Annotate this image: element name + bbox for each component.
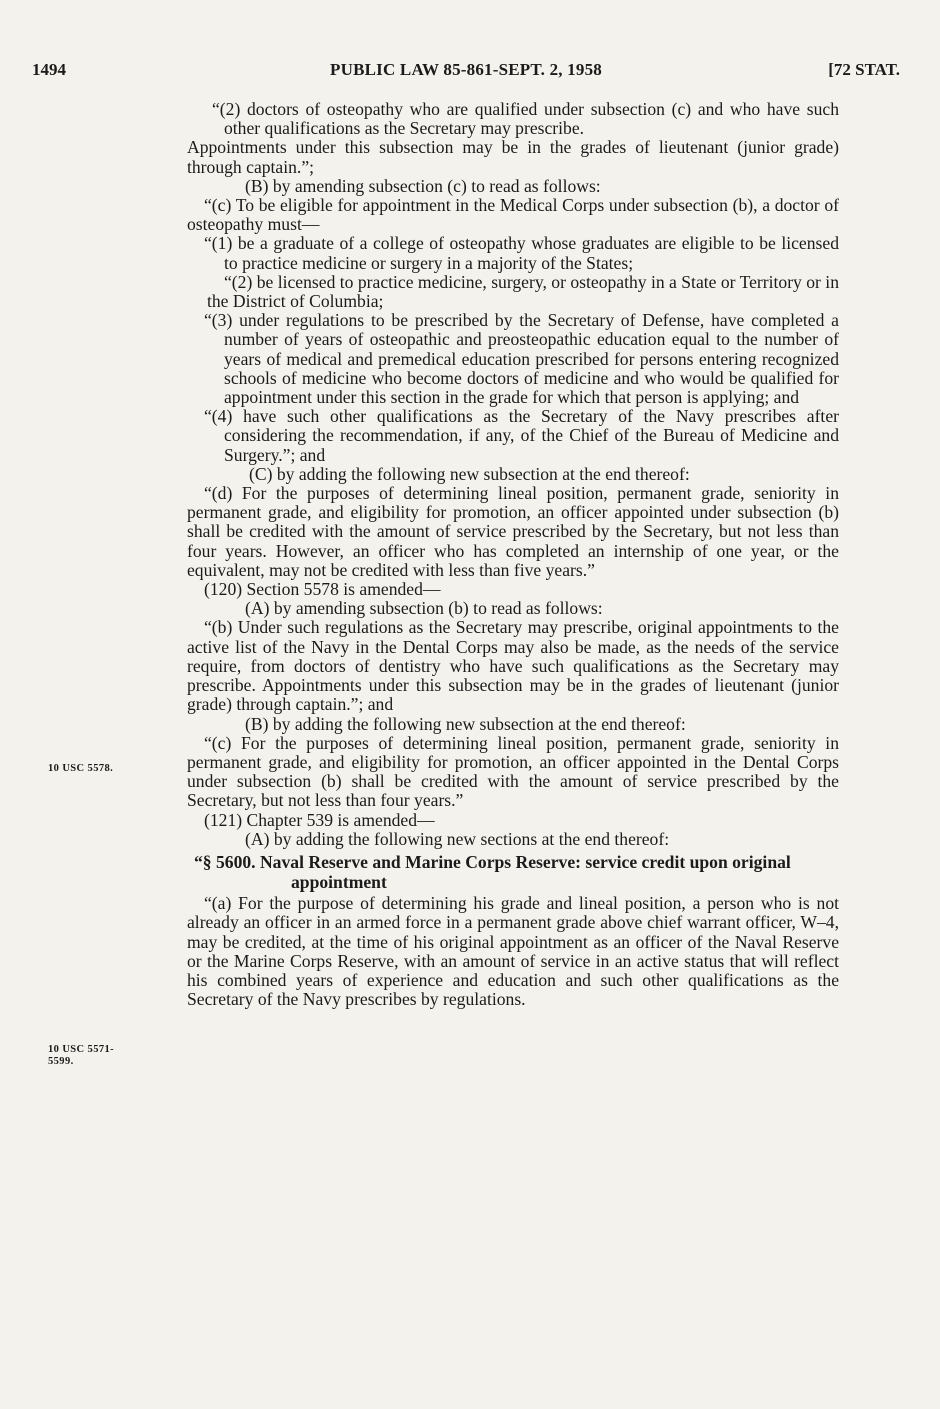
amend-c: (C) by adding the following new subsection at the end thereof: [249, 463, 690, 484]
subsection-d: “(d) For the purposes of determining lineal position, permanent grade, seniority in permanent grade, and eligibility for promotion, an officer appointed under subsection (b) shall be credited with the amount of service prescribed by the Secretary, but not less than four years. However, an officer who has completed an internship of one year, or the equivalent, may not be credited with less than five years.” [187, 483, 839, 580]
amend-121-a: (A) by adding the following new sections at the end thereof: [245, 828, 670, 849]
subsection-b-dental: “(b) Under such regulations as the Secretary may prescribe, original appointments to the active list of the Navy in the Dental Corps may also be made, as the needs of the service require, from doctors of dentistry who have such qualifications as the Secretary may prescribe. Appointments under this subsection may be in the grades of lieutenant (junior grade) through captain.”; and [187, 617, 839, 715]
requirement-4: “(4) have such other qualifications as the Secretary of the Navy prescribes after considering the recommendation, if any, of the Chief of the Bureau of Medicine and Surgery.”; and [204, 406, 839, 465]
subsection-c: “(c) To be eligible for appointment in the Medical Corps under subsection (b), a doctor of osteopathy must— [187, 195, 839, 235]
section-120: (120) Section 5578 is amended— [204, 579, 441, 600]
appointments-paragraph: Appointments under this subsection may be in the grades of lieutenant (junior grade) through captain.”; [187, 137, 839, 177]
margin-citation-5578: 10 USC 5578. [48, 763, 114, 774]
amend-b: (B) by amending subsection (c) to read as follows: [245, 175, 601, 196]
page-number: 1494 [32, 60, 66, 79]
clause-2-osteopathy: “(2) doctors of osteopathy who are qualified under subsection (c) and who have such other qualifications as the Secretary may prescribe. [212, 99, 839, 139]
body-text [187, 100, 839, 1009]
margin-citation-5571: 10 USC 5571- 5599. [48, 1044, 115, 1067]
requirement-2: “(2) be licensed to practice medicine, surgery, or osteopathy in a State or Territory or in the District of Columbia; [207, 271, 839, 312]
amend-120-a: (A) by amending subsection (b) to read as follows: [245, 598, 603, 619]
amend-120-b: (B) by adding the following new subsection at the end thereof: [245, 713, 686, 734]
subsection-c-dental: “(c) For the purposes of determining lineal position, permanent grade, seniority in permanent grade, and eligibility for promotion, an officer appointed in the Dental Corps under subsection (b) shall be credited with the amount of service prescribed by the Secretary, but not less than four years.” [187, 732, 839, 811]
page-header [32, 60, 900, 86]
section-121: (121) Chapter 539 is amended— [204, 809, 435, 830]
section-5600-a: “(a) For the purpose of determining his grade and lineal position, a person who is not already an officer in an armed force in a permanent grade above chief warrant officer, W–4, may be credited, at the time of his original appointment as an officer of the Naval Reserve or the Marine Corps Reserve, with an amount of service in an active status that will reflect his combined years of experience and education and such other qualifications as the Secretary of the Navy prescribes by regulations. [187, 893, 839, 1010]
running-title: PUBLIC LAW 85-861-SEPT. 2, 1958 [330, 60, 602, 79]
requirement-3: “(3) under regulations to be prescribed by the Secretary of Defense, have completed a number of years of osteopathic and preosteopathic education equal to the number of years of medical and premedical education prescribed for persons entering recognized schools of medicine who become doctors of medicine and who would be qualified for appointment under this section in the grade for which that person is applying; and [204, 310, 839, 408]
statute-reference: [72 STAT. [828, 60, 900, 79]
section-5600-heading: “§ 5600. Naval Reserve and Marine Corps Reserve: service credit upon original appointment [194, 851, 791, 892]
requirement-1: “(1) be a graduate of a college of osteopathy whose graduates are eligible to be licensed to practice medicine or surgery in a majority of the States; [204, 233, 839, 273]
